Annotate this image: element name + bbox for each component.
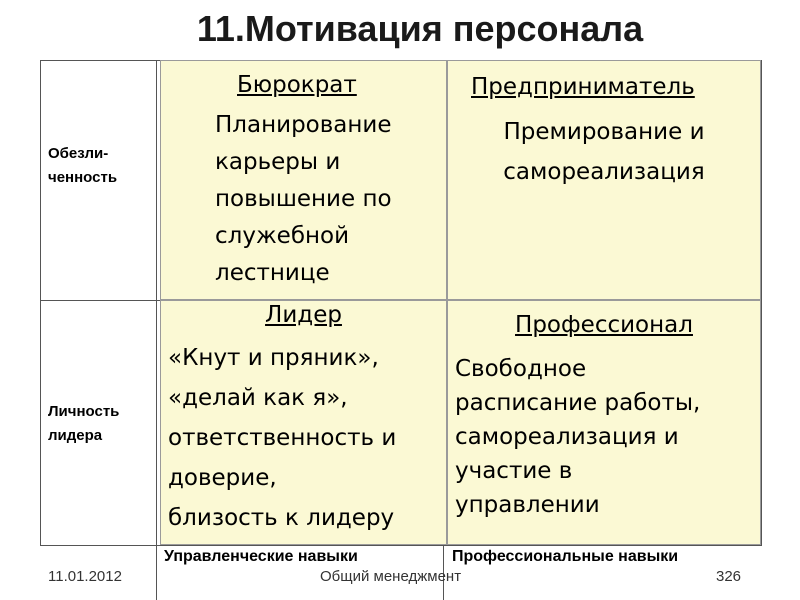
footer-page-number: 326 <box>716 568 742 585</box>
grid-line-right <box>761 60 762 545</box>
grid-line-bottom <box>40 545 762 546</box>
leader-heading: Лидер <box>265 302 342 328</box>
bureaucrat-text: Планирование карьеры и повышение по служебной лестнице <box>215 112 392 286</box>
entrepreneur-text: Премирование и самореализация <box>503 119 705 185</box>
professional-heading: Профессионал <box>515 312 693 338</box>
slide-title: 11.Мотивация персонала <box>196 8 644 49</box>
row-label-leader-personality: Личность лидера <box>48 403 120 444</box>
row-label-depersonalization: Обезли- ченность <box>48 145 118 186</box>
grid-line-left <box>40 60 41 545</box>
grid-line-label-divider <box>156 60 157 600</box>
bureaucrat-heading: Бюрократ <box>237 72 357 98</box>
professional-text: Свободное расписание работы, самореализация и участие в управлении <box>455 356 701 518</box>
footer-date: 11.01.2012 <box>48 568 122 585</box>
footer-course-name: Общий менеджмент <box>320 568 462 585</box>
leader-text: «Кнут и пряник», «делай как я», ответственность и доверие, близость к лидеру <box>168 345 397 531</box>
axis-label-professional-skills: Профессиональные навыки <box>452 548 679 565</box>
axis-label-management-skills: Управленческие навыки <box>164 548 358 565</box>
entrepreneur-heading: Предприниматель <box>471 74 695 100</box>
